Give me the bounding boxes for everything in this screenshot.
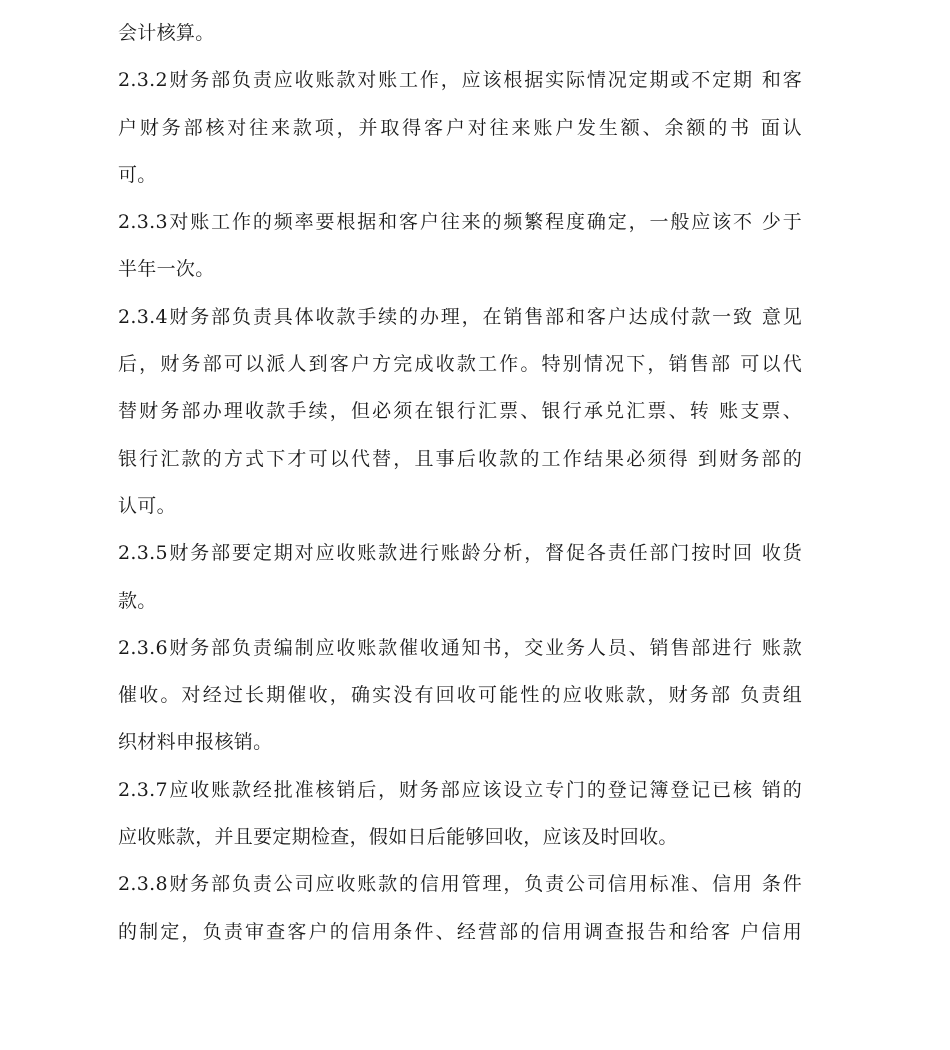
- text-line-6: 半年一次。: [118, 258, 215, 281]
- text-line-9: 替财务部办理收款手续，但必须在银行汇票、银行承兑汇票、转 账支票、: [118, 400, 802, 423]
- text-line-13: 款。: [118, 589, 157, 612]
- text-line-19: 2.3.8财务部负责公司应收账款的信用管理，负责公司信用标准、信用 条件: [118, 873, 802, 896]
- text-line-17: 2.3.7应收账款经批准核销后，财务部应该设立专门的登记簿登记已核 销的: [118, 778, 802, 801]
- text-line-10: 银行汇款的方式下才可以代替，且事后收款的工作结果必须得 到财务部的: [118, 447, 802, 470]
- text-line-11: 认可。: [118, 494, 176, 517]
- text-line-7: 2.3.4财务部负责具体收款手续的办理，在销售部和客户达成付款一致 意见: [118, 305, 802, 328]
- text-line-8: 后，财务部可以派人到客户方完成收款工作。特别情况下，销售部 可以代: [118, 353, 802, 376]
- document-page: [118, 10, 802, 956]
- text-line-16: 织材料申报核销。: [118, 731, 273, 754]
- text-line-12: 2.3.5财务部要定期对应收账款进行账龄分析，督促各责任部门按时回 收货: [118, 542, 802, 565]
- text-line-1: 会计核算。: [118, 22, 215, 44]
- text-line-3: 户财务部核对往来款项，并取得客户对往来账户发生额、余额的书 面认: [118, 116, 802, 139]
- text-line-15: 催收。对经过长期催收，确实没有回收可能性的应收账款，财务部 负责组: [118, 684, 802, 707]
- text-line-18: 应收账款，并且要定期检查，假如日后能够回收，应该及时回收。: [118, 826, 678, 849]
- text-line-14: 2.3.6财务部负责编制应收账款催收通知书，交业务人员、销售部进行 账款: [118, 636, 802, 659]
- text-line-4: 可。: [118, 163, 157, 186]
- text-line-2: 2.3.2财务部负责应收账款对账工作，应该根据实际情况定期或不定期 和客: [118, 69, 802, 92]
- text-line-5: 2.3.3对账工作的频率要根据和客户往来的频繁程度确定，一般应该不 少于: [118, 211, 802, 234]
- text-line-20: 的制定，负责审查客户的信用条件、经营部的信用调查报告和给客 户信用: [118, 920, 802, 943]
